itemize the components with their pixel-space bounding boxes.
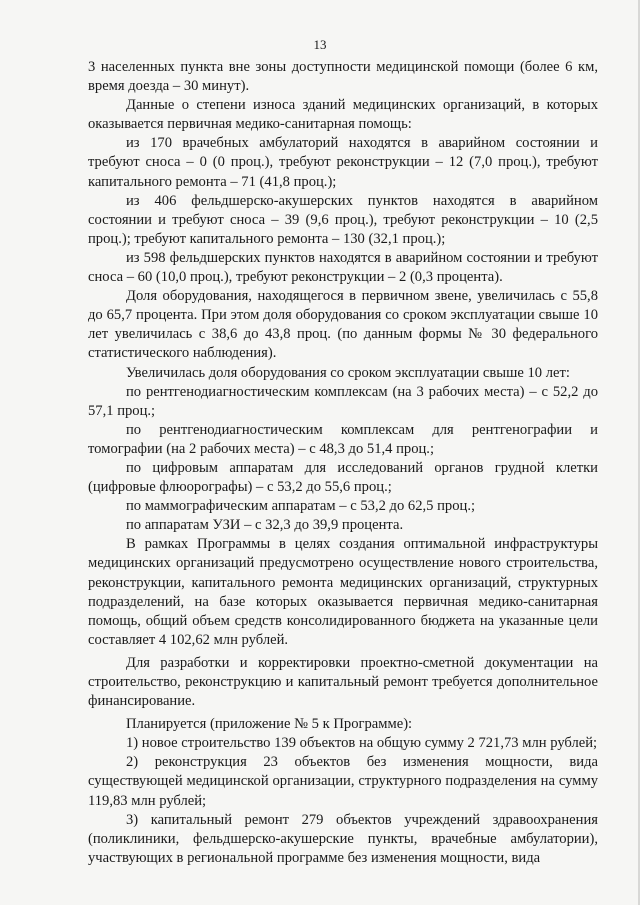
paragraph: 3 населенных пункта вне зоны доступности медицинской помощи (более 6 км, время доезда – 30 минут). (88, 59, 598, 95)
list-item: по рентгенодиагностическим комплексам для рентгенографии и томографии (на 2 рабочих места) – с 48,3 до 51,4 проц.; (88, 421, 598, 457)
list-item: 1) новое строительство 139 объектов на общую сумму 2 721,73 млн рублей; (126, 735, 598, 752)
document-body (88, 58, 598, 868)
paragraph: из 406 фельдшерско-акушерских пунктов находятся в аварийном состоянии и требуют сноса – 39 (9,6 проц.), требуют реконструкции – 10 (2,5 проц.); требуют капитального ремонта – 130 (32,1 проц.); (88, 192, 598, 247)
list-item: по рентгенодиагностическим комплексам (на 3 рабочих места) – с 52,2 до 57,1 проц.; (88, 383, 598, 419)
paragraph: из 170 врачебных амбулаторий находятся в аварийном состоянии и требуют сноса – 0 (0 проц.), требуют реконструкции – 12 (7,0 проц.), требуют капитального ремонта – 71 (41,8 проц.); (88, 135, 598, 190)
paragraph: Планируется (приложение № 5 к Программе): (126, 716, 413, 733)
paragraph: В рамках Программы в целях создания оптимальной инфраструктуры медицинских организаций предусмотрено осуществление нового строительства, реконструкции, капитального ремонта медицинских организаций, структурных подразделений, на базе которых оказывается первичная медико-санитарная помощь, общий объем средств консолидированного бюджета на указанные цели составляет 4 102,62 млн рублей. (88, 536, 598, 648)
list-item: 3) капитальный ремонт 279 объектов учреждений здравоохранения (поликлиники, фельдшерско-акушерские пункты, врачебные амбулатории), участвующих в региональной программе без изменения мощности, вида (88, 811, 598, 866)
list-item: по цифровым аппаратам для исследований органов грудной клетки (цифровые флюорографы) – с 53,2 до 55,6 проц.; (88, 459, 598, 496)
paragraph: Для разработки и корректировки проектно-сметной документации на строительство, реконструкцию и капитальный ремонт требуется дополнительное финансирование. (88, 654, 598, 710)
paragraph: Доля оборудования, находящегося в первичном звене, увеличилась с 55,8 до 65,7 процента. При этом доля оборудования со сроком эксплуатации свыше 10 лет увеличилась с 38,6 до 43,8 проц. (по данным формы № 30 федерального статистического наблюдения). (88, 288, 598, 362)
list-item: по маммографическим аппаратам – с 53,2 до 62,5 проц.; (126, 498, 476, 515)
list-item: 2) реконструкция 23 объектов без изменения мощности, вида существующей медицинской организации, структурного подразделения на сумму 119,83 млн рублей; (88, 754, 598, 809)
paragraph: Увеличилась доля оборудования со сроком эксплуатации свыше 10 лет: (126, 364, 570, 381)
paragraph: Данные о степени износа зданий медицинских организаций, в которых оказывается первичная медико-санитарная помощь: (88, 97, 598, 133)
list-item: по аппаратам УЗИ – с 32,3 до 39,9 процента. (126, 517, 404, 534)
page-number: 13 (313, 37, 327, 52)
paragraph: из 598 фельдшерских пунктов находятся в аварийном состоянии и требуют сноса – 60 (10,0 проц.), требуют реконструкции – 2 (0,3 процента). (88, 249, 598, 286)
